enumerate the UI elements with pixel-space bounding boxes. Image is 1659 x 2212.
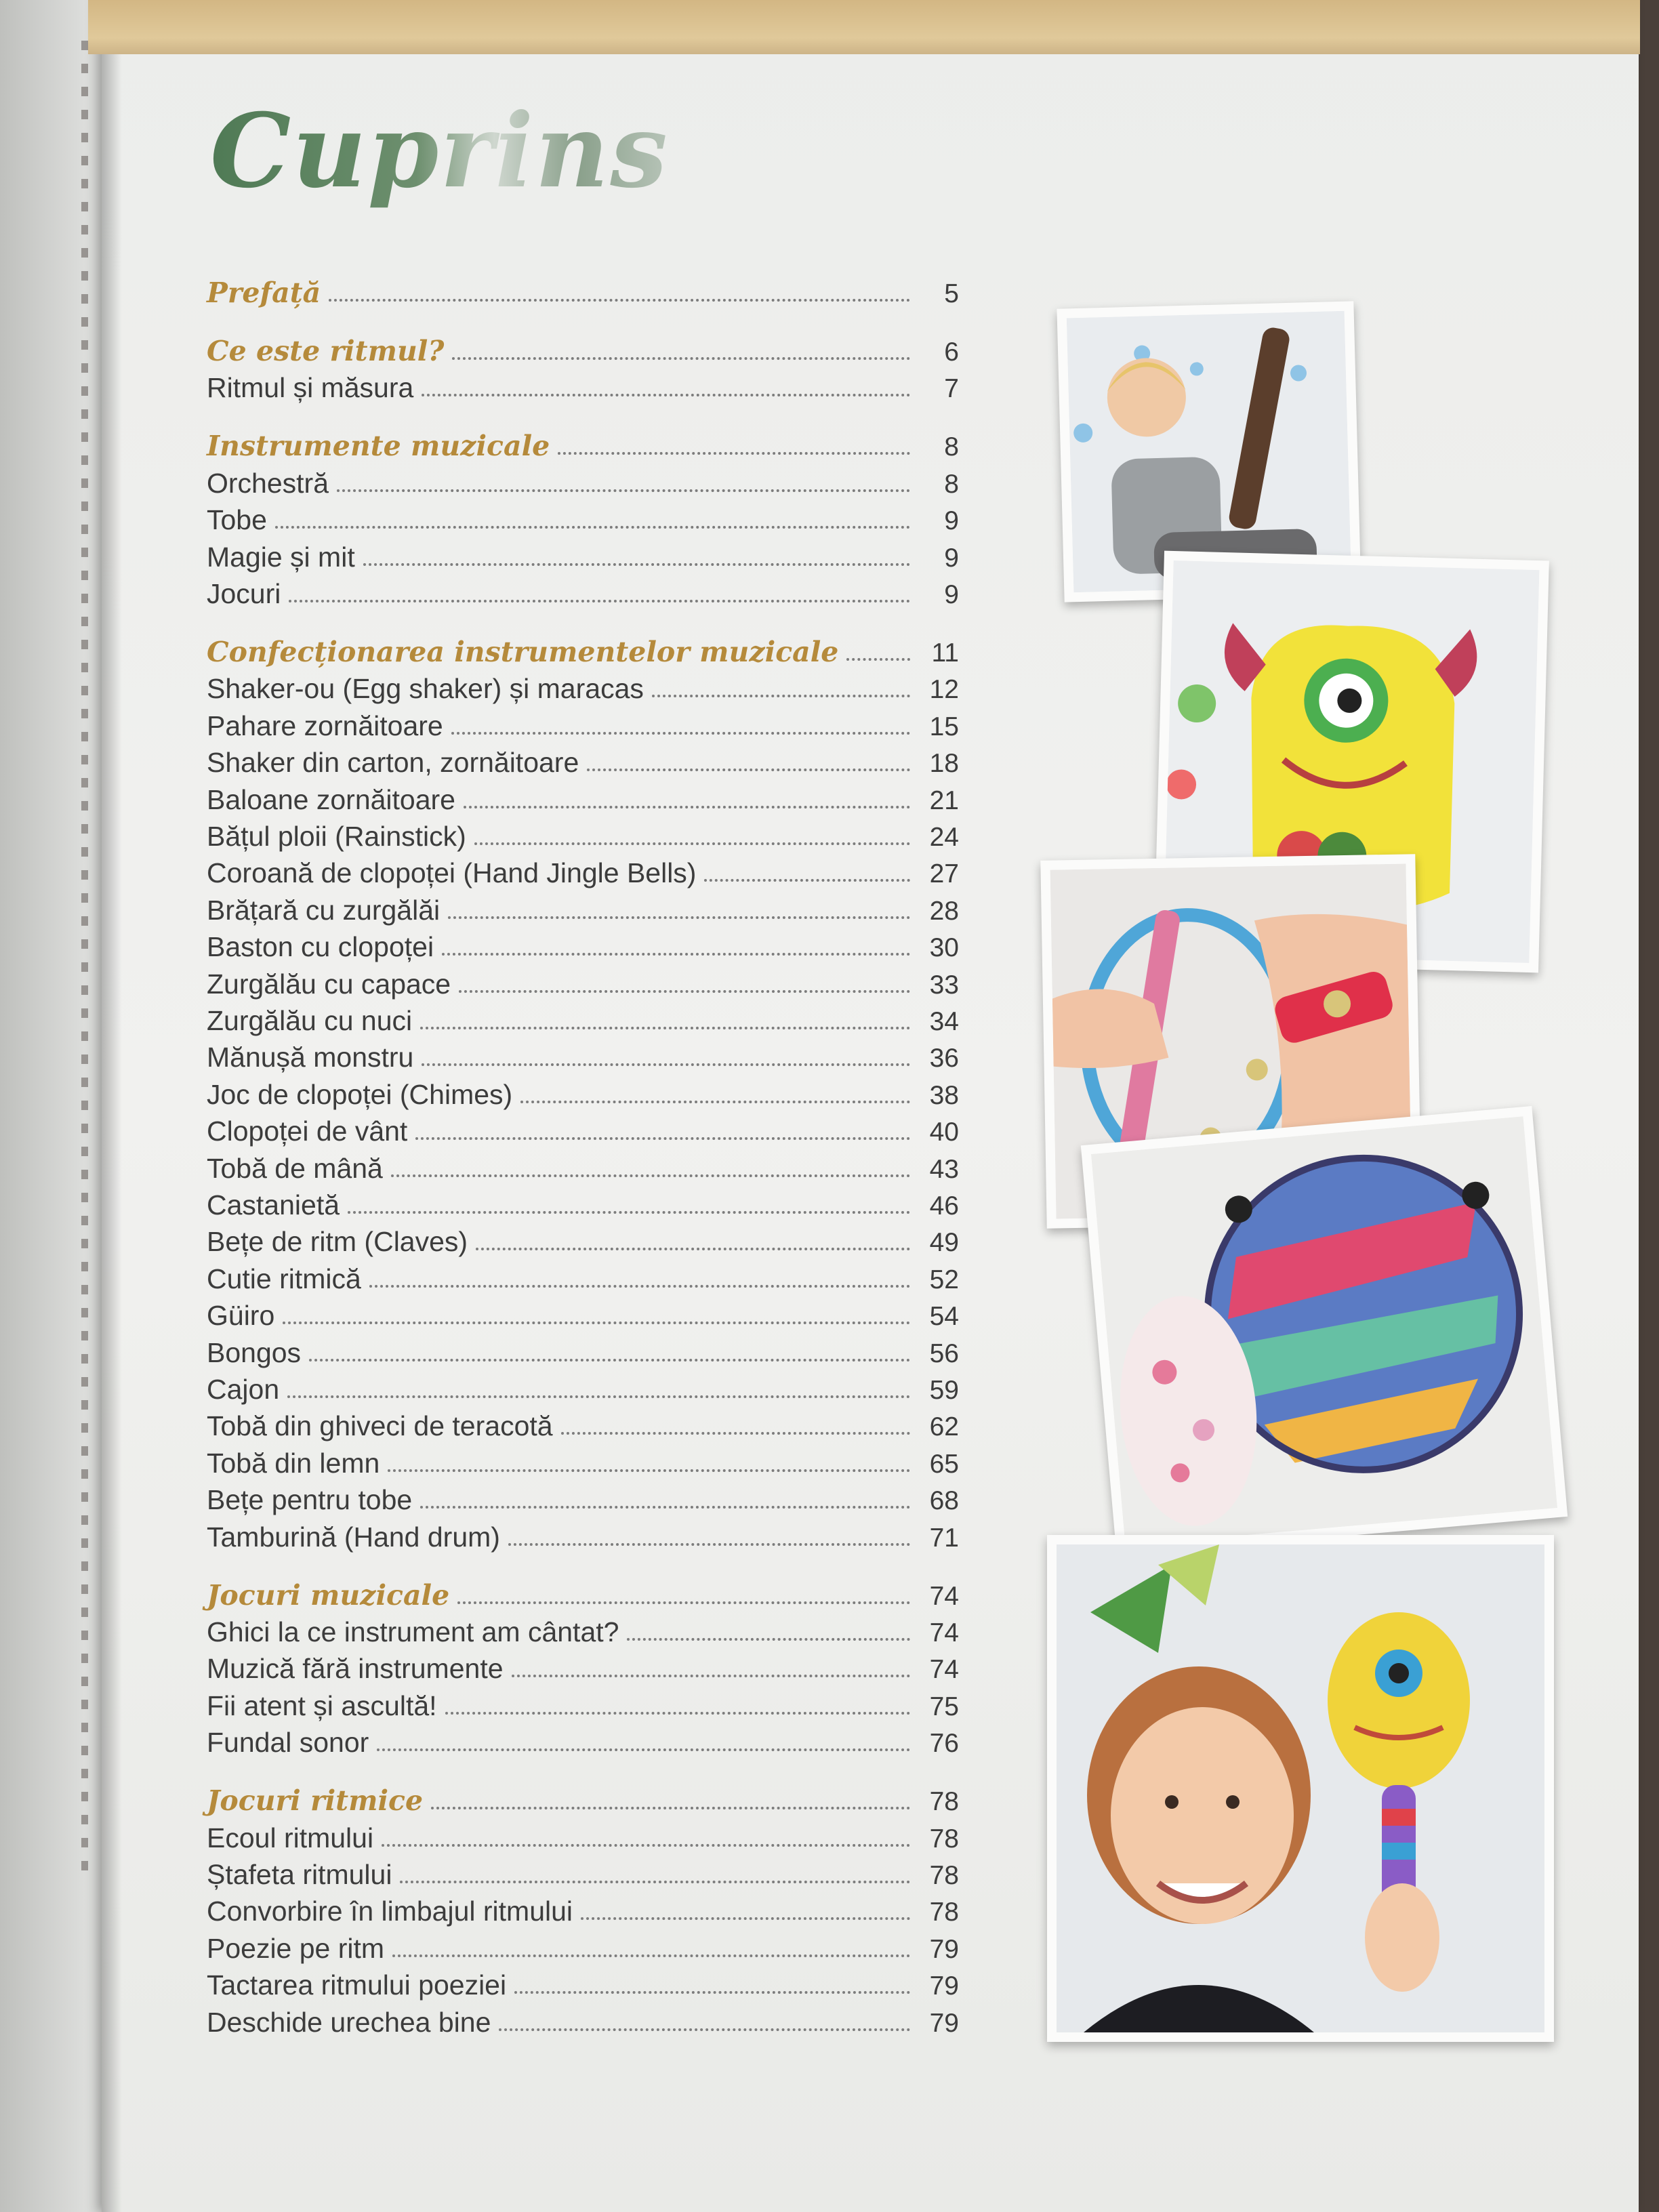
dot-leader	[652, 695, 910, 697]
dot-leader	[415, 1137, 910, 1140]
toc-entry	[207, 1032, 959, 1071]
toc-page-number: 59	[929, 1376, 959, 1405]
toc-entry-title: Poezie pe ritm	[207, 1933, 385, 1964]
dot-leader	[275, 526, 910, 529]
toc-entry	[207, 1069, 959, 1109]
toc-page-number: 71	[929, 1523, 959, 1553]
toc-page-number: 40	[929, 1118, 959, 1147]
toc-page-number: 11	[931, 638, 959, 668]
toc-entry	[207, 848, 959, 887]
toc-page-number: 78	[929, 1861, 959, 1890]
toc-section-header	[207, 627, 959, 666]
dot-leader	[391, 1174, 910, 1177]
dot-leader	[459, 990, 910, 993]
toc-entry-title: Pahare zornăitoare	[207, 710, 443, 741]
toc-entry	[207, 1106, 959, 1145]
toc-page-number: 62	[929, 1412, 959, 1441]
toc-page-number: 68	[929, 1486, 959, 1515]
dot-leader	[363, 563, 910, 566]
toc-entry-title: Ecoul ritmului	[207, 1822, 374, 1853]
toc-entry	[207, 1216, 959, 1256]
dot-leader	[329, 299, 910, 302]
toc-entry	[207, 996, 959, 1035]
toc-page-number: 76	[929, 1729, 959, 1758]
dot-leader	[420, 1027, 910, 1029]
toc-page-number: 15	[929, 712, 959, 741]
toc-entry-title: Tobe	[207, 504, 267, 535]
toc-entry-title: Jocuri muzicale	[207, 1579, 450, 1612]
toc-entry-title: Tobă de mână	[207, 1153, 383, 1184]
toc-page-number: 33	[929, 970, 959, 1000]
toc-entry-title: Tactarea ritmului poeziei	[207, 1969, 507, 2001]
toc-entry	[207, 737, 959, 777]
toc-entry-title: Bețe pentru tobe	[207, 1484, 413, 1515]
toc-entry	[207, 775, 959, 814]
toc-entry-title: Clopoței de vânt	[207, 1115, 408, 1147]
toc-entry	[207, 532, 959, 571]
toc-page-number: 74	[929, 1655, 959, 1684]
dot-leader	[704, 879, 910, 882]
toc-entry-title: Deschide urechea bine	[207, 2007, 491, 2038]
dot-leader	[392, 1954, 910, 1957]
dot-leader	[474, 842, 910, 845]
toc-entry	[207, 663, 959, 703]
toc-entry-title: Ghici la ce instrument am cântat?	[207, 1616, 619, 1647]
toc-entry	[207, 701, 959, 740]
page-title: Cuprins	[210, 91, 669, 211]
dot-leader	[581, 1917, 910, 1920]
toc-page-number: 7	[944, 374, 959, 403]
dot-leader	[382, 1844, 910, 1847]
toc-entry-title: Baloane zornăitoare	[207, 784, 455, 815]
toc-page-number: 79	[929, 1935, 959, 1964]
dot-leader	[464, 806, 910, 808]
toc-page-number: 9	[944, 580, 959, 609]
dot-leader	[451, 732, 910, 735]
toc-entry	[207, 1960, 959, 1999]
toc-entry-title: Coroană de clopoței (Hand Jingle Bells)	[207, 857, 697, 888]
dot-leader	[420, 1506, 910, 1509]
toc-entry-title: Bățul ploii (Rainstick)	[207, 821, 466, 852]
toc-entry-title: Magie și mit	[207, 541, 355, 573]
dot-leader	[561, 1432, 910, 1435]
toc-entry-title: Zurgălău cu capace	[207, 968, 451, 1000]
toc-page-number: 6	[944, 337, 959, 367]
dot-leader	[476, 1248, 910, 1250]
photo-mosaic-drum	[1081, 1106, 1568, 1556]
toc-entry-title: Joc de clopoței (Chimes)	[207, 1079, 513, 1110]
toc-entry-title: Instrumente muzicale	[207, 430, 550, 462]
dot-leader	[388, 1469, 910, 1472]
toc-entry-title: Fundal sonor	[207, 1727, 369, 1758]
toc-entry	[207, 1328, 959, 1367]
toc-page-number: 79	[929, 1971, 959, 2001]
toc-entry	[207, 1475, 959, 1514]
toc-entry	[207, 1512, 959, 1551]
toc-page-number: 21	[929, 786, 959, 815]
toc-entry	[207, 1849, 959, 1889]
toc-entry	[207, 1643, 959, 1683]
toc-entry	[207, 1813, 959, 1852]
toc-entry-title: Baston cu clopoței	[207, 931, 434, 962]
dot-leader	[520, 1101, 910, 1103]
toc-entry-title: Orchestră	[207, 468, 329, 499]
toc-entry	[207, 495, 959, 534]
toc-page-number: 27	[929, 859, 959, 888]
toc-entry	[207, 1607, 959, 1646]
dot-leader	[283, 1322, 910, 1324]
toc-entry-title: Güiro	[207, 1300, 275, 1331]
toc-entry	[207, 922, 959, 961]
dot-leader	[558, 452, 910, 455]
toc-entry-title: Mănușă monstru	[207, 1042, 414, 1073]
toc-page-number: 78	[929, 1898, 959, 1927]
toc-entry	[207, 885, 959, 924]
toc-page-number: 49	[929, 1228, 959, 1257]
toc-page-number: 38	[929, 1081, 959, 1110]
toc-page-number: 56	[929, 1339, 959, 1368]
toc-section-header	[207, 421, 959, 460]
dot-leader	[422, 394, 910, 396]
toc-section-header	[207, 268, 959, 307]
dot-leader	[431, 1807, 910, 1809]
toc-entry	[207, 811, 959, 851]
dot-leader	[452, 357, 910, 360]
toc-entry	[207, 1254, 959, 1293]
dot-leader	[627, 1638, 910, 1641]
toc-entry	[207, 1143, 959, 1183]
toc-entry	[207, 458, 959, 497]
toc-page-number: 12	[929, 675, 959, 704]
toc-entry	[207, 363, 959, 402]
toc-entry-title: Bețe de ritm (Claves)	[207, 1226, 468, 1257]
toc-entry-title: Shaker-ou (Egg shaker) și maracas	[207, 673, 644, 704]
toc-section-header	[207, 1570, 959, 1610]
toc-entry	[207, 959, 959, 998]
toc-entry-title: Confecționarea instrumentelor muzicale	[207, 636, 839, 668]
toc-page-number: 5	[944, 279, 959, 308]
toc-entry	[207, 1717, 959, 1757]
toc-page-number: 36	[929, 1044, 959, 1073]
dot-leader	[514, 1991, 910, 1994]
toc-page-number: 75	[929, 1692, 959, 1721]
toc-page-number: 79	[929, 2009, 959, 2038]
toc-page-number: 24	[929, 823, 959, 852]
dot-leader	[348, 1211, 910, 1214]
toc-entry-title: Cutie ritmică	[207, 1263, 361, 1294]
toc-page-number: 74	[929, 1582, 959, 1611]
dot-leader	[400, 1881, 910, 1883]
toc-entry-title: Shaker din carton, zornăitoare	[207, 747, 579, 778]
toc-section-header	[207, 1776, 959, 1815]
toc-entry-title: Convorbire în limbajul ritmului	[207, 1896, 573, 1927]
dot-leader	[287, 1395, 910, 1398]
toc-page-number: 43	[929, 1155, 959, 1184]
dot-leader	[309, 1359, 910, 1361]
toc-page-number: 30	[929, 933, 959, 962]
toc-page-number: 78	[929, 1824, 959, 1853]
toc-entry	[207, 1681, 959, 1720]
toc-entry-title: Tobă din lemn	[207, 1448, 380, 1479]
toc-entry	[207, 1401, 959, 1440]
toc-page-number: 54	[929, 1302, 959, 1331]
dot-leader	[337, 489, 910, 492]
toc-entry-title: Jocuri	[207, 578, 281, 609]
dot-leader	[377, 1748, 910, 1751]
toc-entry-title: Castanietă	[207, 1189, 340, 1221]
toc-page-number: 65	[929, 1450, 959, 1479]
toc-page-number: 28	[929, 897, 959, 926]
toc-page-number: 8	[944, 432, 959, 462]
toc-entry	[207, 1438, 959, 1477]
toc-entry-title: Tobă din ghiveci de teracotă	[207, 1410, 553, 1441]
toc-entry	[207, 569, 959, 608]
toc-page-number: 18	[929, 749, 959, 778]
toc-entry	[207, 1886, 959, 1925]
dot-leader	[422, 1063, 910, 1066]
dot-leader	[448, 916, 910, 919]
toc-page-number: 8	[944, 470, 959, 499]
dot-leader	[457, 1601, 910, 1604]
toc-page-number: 34	[929, 1007, 959, 1036]
dot-leader	[508, 1543, 910, 1546]
toc-entry-title: Ritmul și măsura	[207, 372, 414, 403]
toc-entry	[207, 1997, 959, 2036]
toc-page-number: 74	[929, 1618, 959, 1647]
toc-entry-title: Bongos	[207, 1337, 302, 1368]
toc-entry	[207, 1290, 959, 1330]
dot-leader	[445, 1712, 910, 1715]
dot-leader	[846, 658, 910, 661]
toc-entry-title: Cajon	[207, 1374, 280, 1405]
toc-page-number: 9	[944, 544, 959, 573]
dot-leader	[442, 953, 910, 956]
toc-entry-title: Fii atent și ascultă!	[207, 1690, 437, 1721]
toc-entry-title: Ce este ritmul?	[207, 335, 445, 367]
dot-leader	[587, 769, 910, 771]
toc-page-number: 52	[929, 1265, 959, 1294]
toc-page-number: 9	[944, 506, 959, 535]
toc-section-header	[207, 326, 959, 365]
toc-entry-title: Brățară cu zurgălăi	[207, 895, 441, 926]
dot-leader	[499, 2028, 910, 2031]
toc-entry	[207, 1180, 959, 1219]
toc-entry-title: Ștafeta ritmului	[207, 1859, 392, 1890]
toc-entry-title: Tamburină (Hand drum)	[207, 1521, 500, 1553]
toc-entry	[207, 1923, 959, 1963]
toc-entry-title: Zurgălău cu nuci	[207, 1005, 413, 1036]
photo-girl-maraca	[1047, 1535, 1554, 2042]
toc-entry-title: Jocuri ritmice	[207, 1784, 424, 1817]
toc-entry-title: Prefață	[207, 276, 321, 309]
toc-entry-title: Muzică fără instrumente	[207, 1653, 504, 1684]
toc-entry	[207, 1364, 959, 1404]
dot-leader	[369, 1285, 910, 1288]
toc-page-number: 46	[929, 1191, 959, 1221]
dot-leader	[289, 600, 910, 602]
toc-page-number: 78	[929, 1787, 959, 1816]
dot-leader	[512, 1675, 910, 1677]
